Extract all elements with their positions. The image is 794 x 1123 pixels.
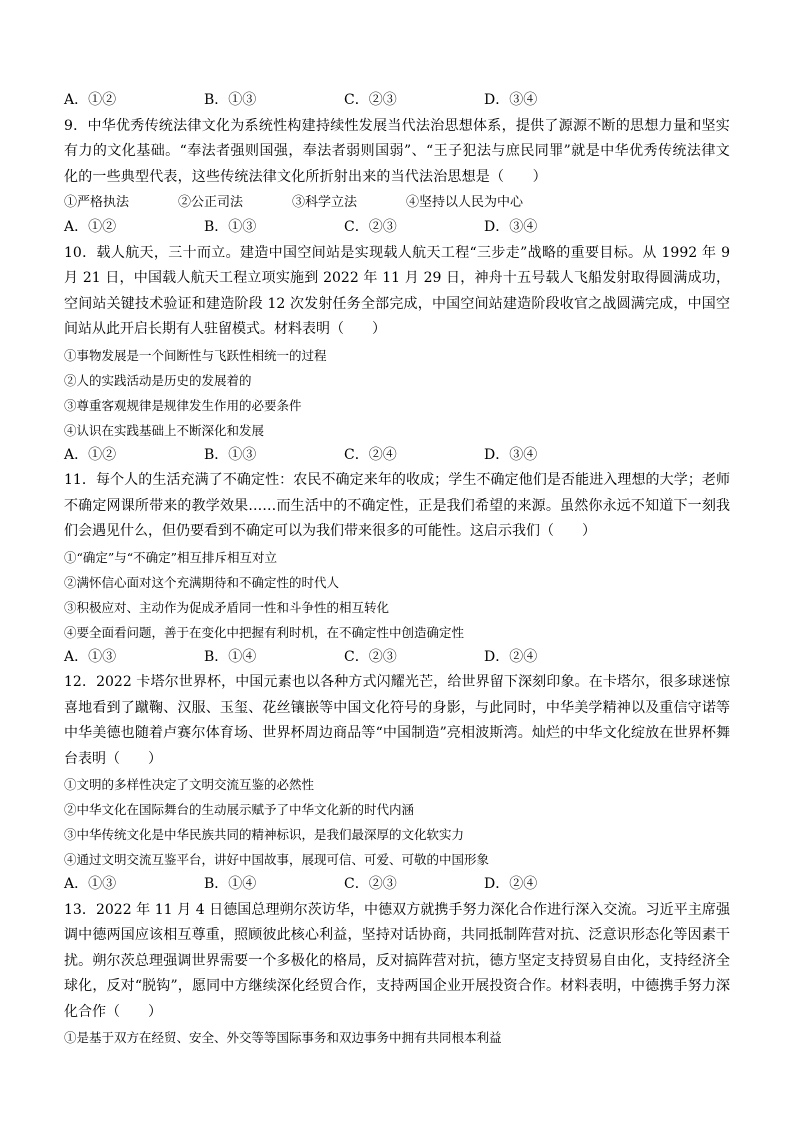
q12-stem: 12．2022 卡塔尔世界杯，中国元素也以各种方式闪耀光芒，给世界留下深刻印象。在卡塔尔，很多球迷惊喜地看到了蹴鞠、汉服、玉玺、花丝镶嵌等中国文化符号的身影，与此同时，中华美学精神以及重信守诺等中华美德也随着卢赛尔体育场、世界杯周边商品等“中国制造”亮相波斯湾。灿烂的中华文化绽放在世界杯舞台表明（ ） [64, 674, 730, 767]
q10-choice-d: D．③④ [484, 446, 538, 463]
q11-choice-c: C．②③ [344, 648, 397, 665]
q11-choice-b: B．①④ [204, 648, 257, 665]
q9-stem: 9．中华优秀传统法律文化为系统性构建持续性发展当代法治思想体系，提供了源源不断的思想力量和坚实有力的文化基础。“奉法者强则国强，奉法者弱则国弱”、“王子犯法与庶民同罪”就是中华优秀传统法律文化的一些典型代表，这些传统法律文化所折射出来的当代法治思想是（ ） [64, 117, 730, 185]
q10-choice-a: A．①② [64, 446, 117, 463]
q13-option-1: ①是基于双方在经贸、安全、外交等等国际事务和双边事务中拥有共同根本利益 [64, 1030, 502, 1045]
q9-choice-d: D．③④ [484, 219, 538, 235]
q8-choice-a: A．①② [64, 92, 117, 108]
q9-choices [64, 215, 730, 241]
q9-option-3: ③科学立法 [292, 195, 358, 210]
q10-choice-b: B．①③ [204, 446, 257, 463]
q8-choices [64, 88, 730, 114]
q10-option-1: ①事物发展是一个间断性与飞跃性相统一的过程 [64, 347, 327, 363]
q9-choice-c: C．②③ [344, 219, 397, 235]
q11-option-2: ②满怀信心面对这个充满期待和不确定性的时代人 [64, 574, 340, 590]
q9-option-4: ④坚持以人民为中心 [406, 195, 524, 210]
q9-choice-a: A．①② [64, 219, 117, 235]
q10-choices [64, 443, 730, 469]
q8-choice-b: B．①③ [204, 92, 257, 108]
q10-option-3: ③尊重客观规律是规律发生作用的必要条件 [64, 397, 302, 413]
q12-choice-b: B．①④ [204, 876, 257, 892]
q12-choice-a: A．①③ [64, 876, 117, 892]
q11-choices [64, 645, 730, 671]
q11-choice-d: D．②④ [484, 648, 538, 665]
q12-option-4: ④通过文明交流互鉴平台，讲好中国故事，展现可信、可爱、可敬的中国形象 [64, 852, 490, 867]
q12-choice-d: D．②④ [484, 876, 538, 892]
page-content [64, 88, 730, 1050]
q12-option-1: ①文明的多样性决定了文明交流互鉴的必然性 [64, 777, 315, 792]
q10-option-2: ②人的实践活动是历史的发展着的 [64, 372, 252, 388]
q11-stem: 11．每个人的生活充满了不确定性：农民不确定来年的收成；学生不确定他们是否能进入理想的大学；老师不确定网课所带来的教学效果……而生活中的不确定性，正是我们希望的来源。虽然你永远不知道下一刻我们会遇见什么，但仍要看到不确定可以为我们带来很多的可能性。这启示我们（ ） [64, 472, 730, 539]
q12-choices [64, 872, 730, 898]
q8-choice-d: D．③④ [484, 92, 538, 108]
q13-stem: 13．2022 年 11 月 4 日德国总理朔尔茨访华，中德双方就携手努力深化合作进行深入交流。习近平主席强调中德两国应该相互尊重，照顾彼此核心利益，坚持对话协商，共同抵制阵营对抗、泛意识形态化等因素干扰。朔尔茨总理强调世界需要一个多极化的格局，反对搞阵营对抗，德方坚定支持贸易自由化，支持经济全球化，反对“脱钩”，愿同中方继续深化经贸合作，支持两国企业开展投资合作。材料表明，中德携手努力深化合作（ ） [64, 901, 730, 1020]
q9-options [64, 190, 730, 215]
q8-choice-c: C．②③ [344, 92, 397, 108]
q10-stem: 10．载人航天，三十而立。建造中国空间站是实现载人航天工程“三步走”战略的重要目标。从 1992 年 9 月 21 日，中国载人航天工程立项实施到 2022 年 11 月 29 日，神舟十五号载人飞船发射取得圆满成功，空间站关键技术验证和建造阶段 12 次发射任务全部完成，中国空间站建造阶段收官之战圆满完成，中国空间站从此开启长期有人驻留模式。材料表明（ ） [64, 244, 730, 337]
q9-option-1: ①严格执法 [64, 195, 130, 210]
q10-option-4: ④认识在实践基础上不断深化和发展 [64, 422, 265, 438]
q9-option-2: ②公正司法 [178, 195, 244, 210]
q9-choice-b: B．①③ [204, 219, 257, 235]
q11-option-4: ④要全面看问题，善于在变化中把握有利时机，在不确定性中创造确定性 [64, 624, 465, 640]
q12-choice-c: C．②③ [344, 876, 397, 892]
q11-option-3: ③积极应对、主动作为促成矛盾同一性和斗争性的相互转化 [64, 599, 390, 615]
q10-choice-c: C．②④ [344, 446, 397, 463]
q11-choice-a: A．①③ [64, 648, 117, 665]
q12-option-3: ③中华传统文化是中华民族共同的精神标识，是我们最深厚的文化软实力 [64, 827, 465, 842]
q12-option-2: ②中华文化在国际舞台的生动展示赋予了中华文化新的时代内涵 [64, 802, 415, 817]
q11-option-1: ①“确定”与“不确定”相互排斥相互对立 [64, 549, 278, 565]
